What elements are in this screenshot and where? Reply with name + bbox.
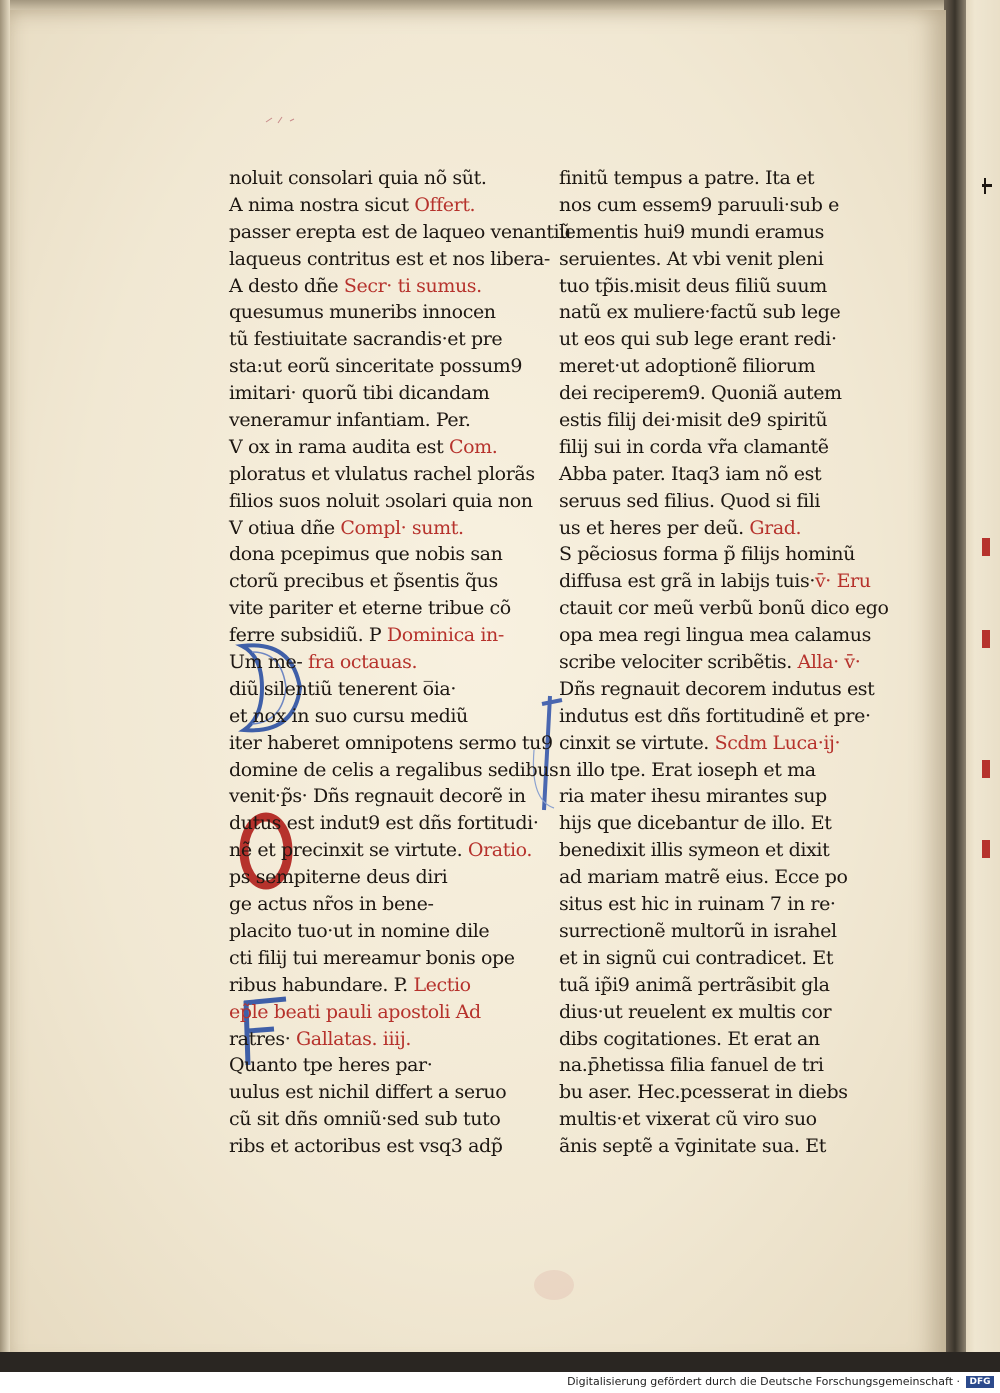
text-line [229, 326, 529, 353]
text-line [559, 945, 859, 972]
line-text: bu aser. Hec.pcesserat in diebs [559, 1081, 848, 1104]
line-text: nẽ et precinxit se virtute. [229, 839, 468, 862]
text-line [559, 622, 871, 649]
line-text: meret·ut adoptionẽ filiorum [559, 355, 816, 378]
text-line [559, 1106, 859, 1133]
line-text: ria mater ihesu mirantes sup [559, 785, 827, 808]
line-text: et in signũ cui contradicet. Et [559, 946, 834, 969]
text-line [559, 837, 859, 864]
line-text: cti filij tui mereamur bonis ope [229, 946, 515, 969]
text-line [559, 1133, 859, 1160]
text-line [559, 407, 859, 434]
line-text: ratres· [229, 1027, 297, 1050]
line-text: iter haberet omnipotens sermo tu9 [229, 731, 553, 754]
text-column-left [229, 165, 572, 1160]
rubric-text: Gallatas. iiij. [296, 1027, 411, 1050]
text-line [559, 461, 859, 488]
text-line [559, 246, 859, 273]
line-text: ps sempiterne deus diri [229, 866, 448, 889]
line-text: ctauit cor meũ verbũ bonũ dico ego [559, 597, 889, 620]
text-line [229, 1026, 529, 1053]
line-text: ãnis septẽ a v̄ginitate sua. Et [559, 1135, 826, 1158]
line-text: lementis hui9 mundi eramus [559, 220, 825, 243]
text-line [229, 165, 529, 192]
text-line [559, 891, 859, 918]
line-text: nos cum essem9 paruuli·sub e [559, 193, 840, 216]
line-text: passer erepta est de laqueo venantiũ [229, 220, 572, 243]
line-text: na.p̄hetissa filia fanuel de tri [559, 1054, 824, 1077]
text-line [559, 326, 859, 353]
stain [534, 1270, 574, 1300]
line-text: Quanto tpe heres par· [229, 1054, 433, 1077]
line-text: us et heres per deũ. [559, 516, 750, 539]
text-line [229, 730, 553, 757]
text-line [229, 783, 529, 810]
line-text: ge actus nr̃os in bene- [229, 893, 434, 916]
text-line [559, 353, 859, 380]
rubric-text: Lectio [413, 973, 471, 996]
line-text: estis filij dei·misit de9 spiritũ [559, 409, 828, 432]
line-text: noluit consolari quia nõ sũt. [229, 167, 487, 189]
line-text: V ox in rama audita est [229, 435, 449, 458]
line-text: finitũ tempus a patre. Ita et [559, 167, 815, 189]
line-text: uulus est nichil differt a seruo [229, 1081, 507, 1104]
text-line [559, 730, 859, 757]
line-text: surrectionẽ multorũ in israhel [559, 919, 837, 942]
text-line [559, 649, 859, 676]
text-line [229, 353, 529, 380]
line-text: situs est hic in ruinam 7 in re· [559, 893, 836, 916]
line-text: dei reciperem9. Quoniã autem [559, 382, 842, 405]
rubric-text: Scdm Luca·ij· [714, 731, 841, 754]
line-text: cũ sit dñs omniũ·sed sub tuto [229, 1108, 501, 1131]
line-text: benedixit illis symeon et dixit [559, 839, 830, 862]
text-line [559, 515, 859, 542]
line-text: V otiua dñe [229, 516, 341, 539]
rubric-text: Oratio. [467, 839, 532, 862]
text-line [559, 165, 859, 192]
line-text: ferre subsidiũ. P [229, 624, 387, 647]
rubric-text: Secr· ti sumus. [343, 274, 482, 297]
text-line [229, 703, 529, 730]
line-text: dibs cogitationes. Et erat an [559, 1027, 820, 1050]
text-line [559, 299, 859, 326]
text-line [229, 649, 529, 676]
text-line [229, 488, 533, 515]
text-line [229, 461, 535, 488]
text-line [229, 1106, 529, 1133]
text-line [559, 595, 889, 622]
text-line [229, 299, 529, 326]
line-text: placito tuo·ut in nomine dile [229, 919, 490, 942]
book-left-edge [0, 0, 10, 1393]
text-line [559, 703, 871, 730]
line-text: dius·ut reuelent ex multis cor [559, 1000, 832, 1023]
rubric-text: Compl· sumt. [340, 516, 464, 539]
text-line [559, 219, 859, 246]
text-line [229, 1052, 529, 1079]
text-line [229, 568, 529, 595]
text-line [229, 891, 529, 918]
text-line [559, 192, 859, 219]
text-line [559, 918, 859, 945]
text-line [229, 622, 529, 649]
line-text: A nima nostra sicut [229, 193, 415, 216]
text-line [559, 783, 859, 810]
line-text: ad mariam matrẽ eius. Ecce po [559, 866, 848, 889]
line-text: seruus sed filius. Quod si fili [559, 489, 821, 512]
text-line [229, 864, 529, 891]
text-line [229, 407, 529, 434]
text-line [229, 246, 550, 273]
line-text: venit·p̃s· Dñs regnauit decorẽ in [229, 785, 526, 808]
text-line [229, 837, 532, 864]
line-text: Um me- [229, 651, 308, 674]
line-text: multis·et vixerat cũ viro suo [559, 1108, 817, 1131]
text-line [559, 541, 859, 568]
line-text: imitari· quorũ tibi dicandam [229, 382, 490, 405]
line-text: tuã ip̃i9 animã pertrãsibit gla [559, 973, 830, 996]
scanner-bed [0, 1352, 1000, 1372]
text-line [559, 1052, 859, 1079]
rubric-text: fra octauas. [308, 651, 418, 674]
line-text: tũ festiuitate sacrandis·et pre [229, 328, 503, 351]
line-text: et nox in suo cursu mediũ [229, 704, 468, 727]
text-line [229, 380, 529, 407]
text-line [559, 972, 859, 999]
line-text: diũ silentiũ tenerent o̅ia· [229, 677, 456, 700]
line-text: ploratus et vlulatus rachel plorãs [229, 462, 535, 485]
line-text: hijs que dicebantur de illo. Et [559, 812, 832, 835]
line-text: ctorũ precibus et p̃sentis q̃us [229, 570, 498, 593]
book-gutter [944, 0, 966, 1393]
text-line [559, 273, 859, 300]
text-line [559, 568, 871, 595]
line-text: quesumus muneribs innocen [229, 301, 496, 324]
text-line [229, 918, 529, 945]
line-text: diffusa est grã in labijs tuis· [559, 570, 815, 593]
text-line [559, 1026, 859, 1053]
funding-credit: Digitalisierung gefördert durch die Deutsche Forschungsgemeinschaft · [567, 1375, 960, 1388]
line-text: tuo tp̃is.misit deus filiũ suum [559, 274, 827, 297]
line-text: seruientes. At vbi venit pleni [559, 247, 824, 270]
text-column-right [559, 165, 889, 1160]
line-text: dutus est indut9 est dñs fortitudi· [229, 812, 539, 835]
rubric-text: ep̃le beati pauli apostoli Ad [229, 1000, 481, 1023]
text-line [559, 434, 859, 461]
rubric-text: v̄· Eru [814, 570, 871, 593]
rubric-text: Alla· v̄· [797, 651, 861, 674]
line-text: veneramur infantiam. Per. [229, 409, 471, 432]
line-text: S pẽciosus forma p̃ filijs hominũ [559, 543, 855, 566]
text-line [229, 945, 529, 972]
text-line [559, 757, 859, 784]
text-line [229, 1079, 529, 1106]
line-text: vite pariter et eterne tribue cõ [229, 597, 511, 620]
text-line [229, 192, 529, 219]
text-line [229, 999, 529, 1026]
pencil-mark [264, 114, 304, 126]
line-text: ribs et actoribus est vsq3 adp̃ [229, 1135, 503, 1158]
text-line [229, 972, 529, 999]
line-text: filios suos noluit ɔsolari quia non [229, 489, 533, 512]
line-text: opa mea regi lingua mea calamus [559, 624, 871, 647]
text-line [559, 864, 859, 891]
line-text: ribus habundare. P. [229, 973, 414, 996]
rubric-text: Dominica in- [386, 624, 504, 647]
dfg-logo: DFG [966, 1376, 994, 1388]
rubric-text: Grad. [749, 516, 802, 539]
line-text: cinxit se virtute. [559, 731, 715, 754]
text-line [559, 810, 859, 837]
line-text: natũ ex muliere·factũ sub lege [559, 301, 841, 324]
line-text: dona pcepimus que nobis san [229, 543, 503, 566]
text-line [229, 810, 539, 837]
line-text: scribe velociter scribẽtis. [559, 651, 798, 674]
rubric-text: Offert. [414, 193, 476, 216]
text-line [229, 1133, 529, 1160]
text-line [229, 434, 529, 461]
text-line [229, 757, 559, 784]
text-line [229, 541, 529, 568]
text-line [559, 380, 859, 407]
line-text: sta:ut eorũ sinceritate possum9 [229, 355, 523, 378]
text-line [559, 488, 859, 515]
text-line [229, 515, 529, 542]
line-text: A desto dñe [229, 274, 344, 297]
text-line [229, 676, 529, 703]
text-line [559, 999, 859, 1026]
rubric-text: Com. [448, 435, 498, 458]
line-text: indutus est dñs fortitudinẽ et pre· [559, 704, 871, 727]
line-text: Dñs regnauit decorem indutus est [559, 677, 875, 700]
text-line [559, 1079, 859, 1106]
text-line [229, 595, 529, 622]
text-line [559, 676, 875, 703]
line-text: ut eos qui sub lege erant redi· [559, 328, 837, 351]
footer-bar [0, 1372, 1000, 1393]
text-line [229, 273, 529, 300]
line-text: filij sui in corda vr̃a clamantẽ [559, 435, 829, 458]
text-line [229, 219, 572, 246]
line-text: Abba pater. Itaq3 iam nõ est [559, 462, 822, 485]
line-text: n illo tpe. Erat ioseph et ma [559, 758, 816, 781]
line-text: laqueus contritus est et nos libera- [229, 247, 550, 270]
line-text: domine de celis a regalibus sedibus [229, 758, 559, 781]
